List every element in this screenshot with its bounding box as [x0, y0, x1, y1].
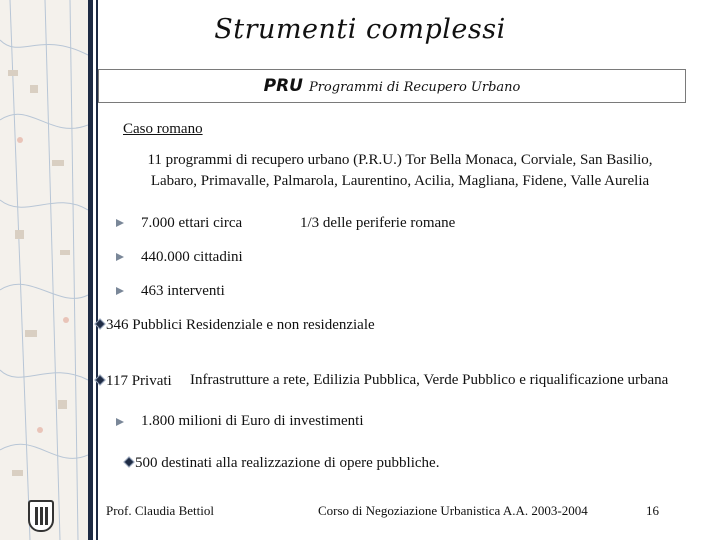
map-image [0, 0, 88, 540]
left-rule-thick [88, 0, 93, 540]
triangle-bullet-icon [116, 219, 124, 227]
intro-line-2: Labaro, Primavalle, Palmarola, Laurentino, Acilia, Magliana, Fidene, Valle Aurelia [150, 173, 650, 189]
intro-line-1: 11 programmi di recupero urbano (P.R.U.) Tor Bella Monaca, Corviale, San Basilio, [147, 152, 653, 168]
university-logo-icon [28, 500, 54, 532]
triangle-bullet-icon [116, 253, 124, 261]
diamond-bullet-icon [123, 456, 134, 467]
private-label: 117 Privati [106, 373, 172, 389]
investment: 1.800 milioni di Euro di investimenti [141, 413, 364, 429]
stat-interventions: 463 interventi [141, 283, 225, 299]
stat-citizens: 440.000 cittadini [141, 249, 243, 265]
footer-page-number: 16 [646, 503, 659, 518]
footer-course: Corso di Negoziazione Urbanistica A.A. 2003-2004 [318, 503, 588, 518]
triangle-bullet-icon [116, 418, 124, 426]
private-detail: Infrastrutture a rete, Edilizia Pubblica, Verde Pubblico e riqualificazione urbana [190, 372, 669, 388]
case-heading: Caso romano [123, 121, 203, 137]
stat-area: 7.000 ettari circa [141, 215, 243, 231]
pru-box [98, 69, 686, 103]
intro-paragraph [100, 150, 700, 192]
pru-acronym: PRU [263, 76, 303, 96]
triangle-bullet-icon [116, 287, 124, 295]
map-background [0, 0, 88, 540]
stat-area-note: 1/3 delle periferie romane [300, 215, 456, 231]
public-line: 346 Pubblici Residenziale e non residenziale [106, 317, 375, 333]
slide-title: Strumenti complessi [214, 14, 506, 45]
pru-full-name: Programmi di Recupero Urbano [308, 80, 521, 95]
investment-detail: 500 destinati alla realizzazione di opere pubbliche. [135, 455, 440, 471]
footer-author: Prof. Claudia Bettiol [106, 503, 214, 518]
